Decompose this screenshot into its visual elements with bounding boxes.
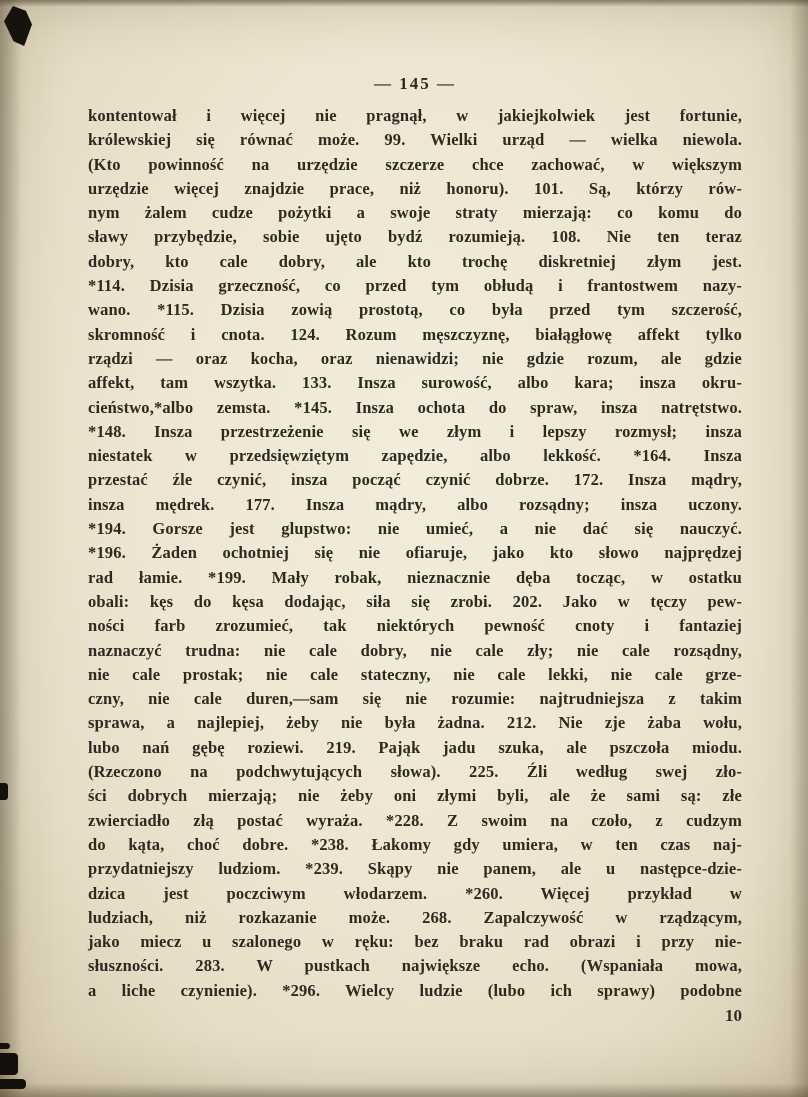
page-number-footer: 10 [725,1006,742,1025]
text-line: rad łamie. *199. Mały robak, nieznacznie dęba tocząc, w ostatku [88,567,742,587]
text-line: lubo nań gębę roziewi. 219. Pająk jadu szuka, ale pszczoła miodu. [88,737,742,757]
text-line: przestać źle czynić, insza począć czynić dobrze. 172. Insza mądry, [88,470,742,490]
text-line: królewskiej się równać może. 99. Wielki urząd — wielka niewola. [88,130,742,150]
text-line: obali: kęs do kęsa dodając, siła się zrobi. 202. Jako w tęczy pew- [88,591,742,611]
text-line: skromność i cnota. 124. Rozum męszczyznę, białągłowę affekt tylko [88,324,742,344]
text-line: *114. Dzisia grzeczność, co przed tym obłudą i frantostwem nazy- [88,276,742,296]
text-line: *196. Żaden ochotniej się nie ofiaruje, jako kto słowo najprędzej [88,543,742,563]
text-line: niestatek w przedsięwziętym zapędzie, albo lekkość. *164. Insza [88,446,742,466]
text-line: insza mędrek. 177. Insza mądry, albo rozsądny; insza uczony. [88,494,742,514]
binding-mark-bottom-3 [0,1079,26,1089]
text-line: kontentował i więcej nie pragnął, w jakiejkolwiek jest fortunie, [88,106,742,125]
text-line: jako miecz u szalonego w ręku: bez braku rad obrazi i przy nie- [88,932,742,952]
text-line: *148. Insza przestrzeżenie się we złym i lepszy rozmysł; insza [88,421,742,441]
text-line: sprawa, a najlepiej, żeby nie była żadna. 212. Nie zje żaba wołu, [88,713,742,733]
text-line: urzędzie więcej znajdzie prace, niż honoru). 101. Są, którzy rów- [88,178,742,198]
text-line: nie cale prostak; nie cale stateczny, nie cale lekki, nie cale grze- [88,664,742,684]
text-line: ności farb zrozumieć, tak niektórych pewność cnoty i fantaziej [88,616,742,636]
text-line: do kąta, choć dobre. *238. Łakomy gdy umiera, w ten czas naj- [88,834,742,854]
text-line: dobry, kto cale dobry, ale kto trochę diskretniej złym jest. [88,251,742,271]
scan-edge-shadow-bottom [0,1083,808,1097]
text-line: ludziach, niż rozkazanie może. 268. Zapalczywość w rządzącym, [88,907,742,927]
text-line: słuszności. 283. W pustkach największe echo. (Wspaniała mowa, [88,956,742,976]
text-line: *194. Gorsze jest glupstwo: nie umieć, a nie dać się nauczyć. [88,519,742,539]
scan-edge-shadow-left [0,0,22,1097]
text-line: a liche czynienie). *296. Wielcy ludzie (lubo ich sprawy) podobne [88,980,742,1000]
binding-mark-bottom-1 [0,1043,10,1049]
text-line: dzica jest poczciwym włodarzem. *260. Więcej przykład w [88,883,742,903]
binding-mark-bottom-2 [0,1053,18,1075]
text-line: sławy przybędzie, sobie ujęto bydź rozumieją. 108. Nie ten teraz [88,227,742,247]
binding-mark-left-middle [0,783,8,800]
scan-edge-shadow-top [0,0,808,7]
text-line: ści dobrych mierzają; nie żeby oni złymi byli, ale że sami są: złe [88,786,742,806]
text-line: czny, nie cale duren,—sam się nie rozumie: najtrudniejsza z takim [88,689,742,709]
text-line: cieństwo,*albo zemsta. *145. Insza ochota do spraw, insza natrętstwo. [88,397,742,417]
text-line: naznaczyć trudna: nie cale dobry, nie cale zły; nie cale rozsądny, [88,640,742,660]
scan-edge-shadow-right [790,0,808,1097]
page-number-header: — 145 — [374,74,456,93]
text-line: (Kto powinność na urzędzie szczerze chce zachować, w większym [88,154,742,174]
text-line: (Rzeczono na podchwytujących słowa). 225. Źli według swej zło- [88,762,742,782]
text-line: zwierciadło złą postać wyraża. *228. Z swoim na czoło, z cudzym [88,810,742,830]
text-line: rządzi — oraz kocha, oraz nienawidzi; nie gdzie rozum, ale gdzie [88,348,742,368]
text-line: przydatniejszy ludziom. *239. Skąpy nie panem, ale u następce-dzie- [88,859,742,879]
text-line: wano. *115. Dzisia zowią prostotą, co była przed tym szczerość, [88,300,742,320]
body-text [88,104,742,1003]
text-line: affekt, tam wszytka. 133. Insza surowość, albo kara; insza okru- [88,373,742,393]
text-line: nym żalem cudze pożytki a swoje straty mierzają: co komu do [88,203,742,223]
